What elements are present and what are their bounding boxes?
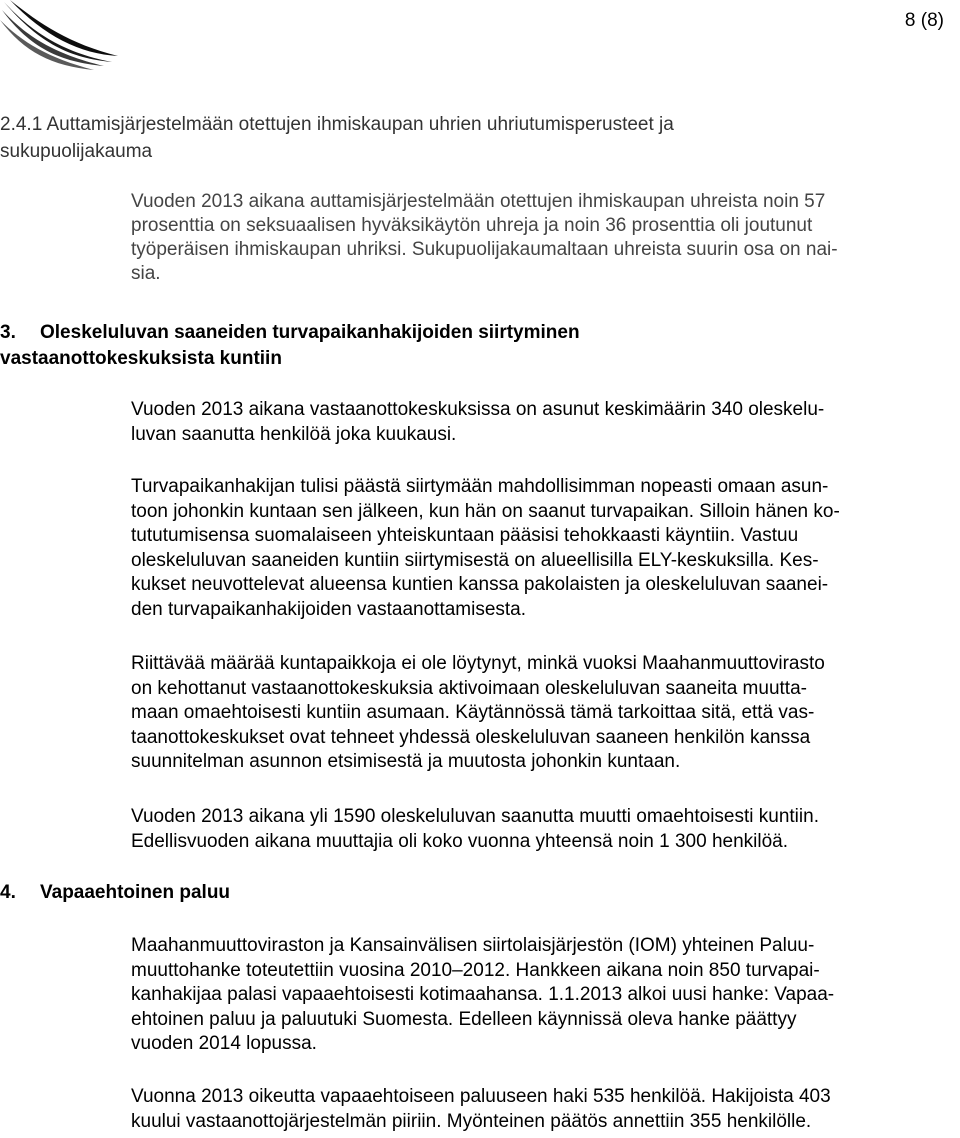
section-241-heading-line1: 2.4.1 Auttamisjärjestelmään otettujen ihmiskaupan uhrien uhriutumisperusteet ja	[0, 114, 674, 135]
text-line: taanottokeskukset ovat tehneet yhdessä oleskeluluvan saaneen henkilön kanssa	[131, 726, 811, 748]
text-line: työperäisen ihmiskaupan uhriksi. Sukupuolijakaumaltaan uhreista suurin osa on nai-	[131, 239, 838, 260]
text-line: Vuoden 2013 aikana vastaanottokeskuksissa on asunut keskimäärin 340 oleskelu-	[131, 399, 825, 420]
text-line: Vuonna 2013 oikeutta vapaaehtoiseen paluuseen haki 535 henkilöä. Hakijoista 403	[131, 1086, 831, 1107]
text-line: on kehottanut vastaanottokeskuksia aktivoimaan oleskeluluvan saaneita muutta-	[131, 677, 807, 699]
section-3-paragraph-2	[131, 475, 951, 622]
section-241-heading-line2: sukupuolijakauma	[0, 141, 153, 162]
section-3-title-line2: vastaanottokeskuksista kuntiin	[0, 348, 282, 369]
section-241-paragraph	[131, 190, 951, 286]
text-line: toon johonkin kuntaan sen jälkeen, kun hän on saanut turvapaikan. Silloin hänen ko-	[131, 500, 840, 522]
section-4-title: Vapaaehtoinen paluu	[40, 882, 231, 903]
text-line: suunnitelman asunnon etsimisestä ja muutosta johonkin kuntaan.	[131, 751, 681, 772]
text-line: tututumisensa suomalaiseen yhteiskuntaan pääsisi tehokkaasti käyntiin. Vastuu	[131, 525, 799, 546]
text-line: prosenttia on seksuaalisen hyväksikäytön uhreja ja noin 36 prosenttia oli joutunut	[131, 215, 813, 236]
text-line: Vuoden 2013 aikana yli 1590 oleskeluluvan saanutta muutti omaehtoisesti kuntiin.	[131, 806, 819, 827]
section-4-heading	[0, 880, 230, 906]
section-3-paragraph-1	[131, 398, 951, 447]
text-line: den turvapaikanhakijoiden vastaanottamisesta.	[131, 598, 527, 620]
text-line: oleskeluluvan saaneiden kuntiin siirtymisestä on alueellisilla ELY-keskuksilla. Kes-	[131, 549, 819, 571]
section-4-paragraph-2	[131, 1085, 951, 1134]
text-line: Vuoden 2013 aikana auttamisjärjestelmään otettujen ihmiskaupan uhreista noin 57	[131, 191, 826, 212]
text-line: ehtoinen paluu ja paluutuki Suomesta. Edelleen käynnissä oleva hanke päättyy	[131, 1008, 797, 1030]
text-line: maan omaehtoisesti kuntiin asumaan. Käytännössä tämä tarkoittaa sitä, että vas-	[131, 702, 815, 723]
section-4-paragraph-1	[131, 934, 951, 1057]
text-line: kuului vastaanottojärjestelmän piiriin. Myönteinen päätös annettiin 355 henkilölle.	[131, 1110, 812, 1132]
section-3-paragraph-4	[131, 805, 951, 854]
text-line: kukset neuvottelevat alueensa kuntien kanssa pakolaisten ja oleskeluluvan saanei-	[131, 574, 829, 595]
section-3-number: 3.	[0, 322, 16, 343]
text-line: kanhakijaa palasi vapaaehtoisesti kotimaahansa. 1.1.2013 alkoi uusi hanke: Vapaa-	[131, 984, 835, 1005]
text-line: muuttohanke toteutettiin vuosina 2010–2012. Hankkeen aikana noin 850 turvapai-	[131, 959, 820, 981]
section-4-number: 4.	[0, 882, 16, 903]
section-3-paragraph-3	[131, 652, 951, 775]
section-3-title-line1: Oleskeluluvan saaneiden turvapaikanhakijoiden siirtyminen	[40, 322, 580, 343]
text-line: vuoden 2014 lopussa.	[131, 1033, 317, 1054]
text-line: Turvapaikanhakijan tulisi päästä siirtymään mahdollisimman nopeasti omaan asun-	[131, 476, 829, 497]
text-line: Riittävää määrää kuntapaikkoja ei ole löytynyt, minkä vuoksi Maahanmuuttovirasto	[131, 653, 825, 674]
text-line: Edellisvuoden aikana muuttajia oli koko vuonna yhteensä noin 1 300 henkilöä.	[131, 830, 789, 852]
text-line: Maahanmuuttoviraston ja Kansainvälisen siirtolaisjärjestön (IOM) yhteinen Paluu-	[131, 935, 815, 956]
text-line: sia.	[131, 263, 161, 284]
text-line: luvan saanutta henkilöä joka kuukausi.	[131, 423, 457, 445]
section-3-heading	[0, 320, 580, 372]
feather-logo-icon	[0, 0, 120, 72]
section-241-heading	[0, 111, 920, 165]
page-number: 8 (8)	[904, 10, 944, 31]
